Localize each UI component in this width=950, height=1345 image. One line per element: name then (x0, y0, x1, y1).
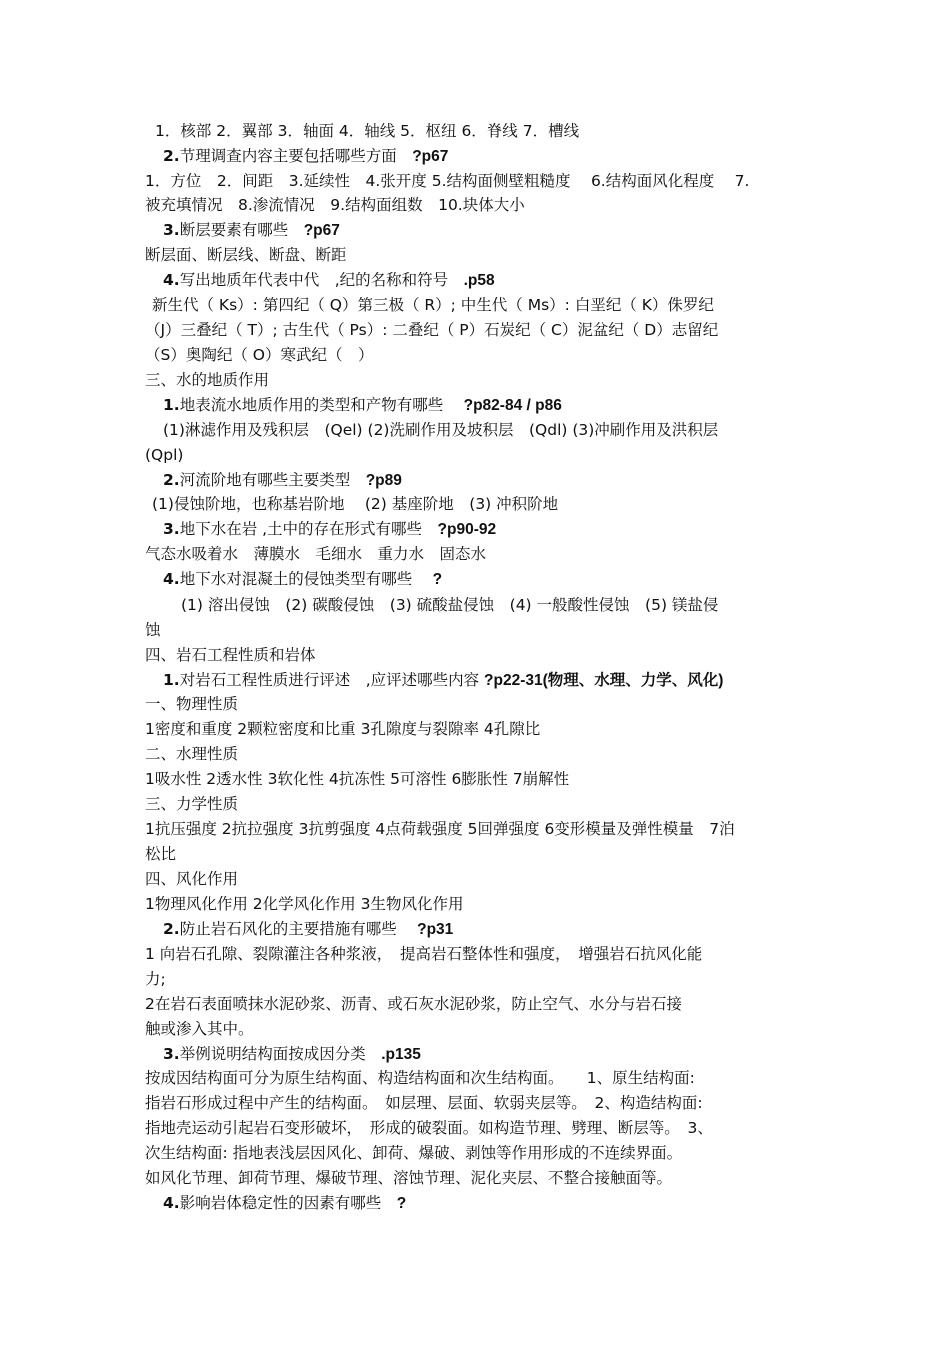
text-line: 1密度和重度 2颗粒密度和比重 3孔隙度与裂隙率 4孔隙比 (145, 720, 541, 738)
text-line: 新生代（ Ks）: 第四纪（ Q）第三极（ R）; 中生代（ Ms）: 白垩纪（ K）侏罗纪 (152, 296, 714, 314)
text-line: 1 向岩石孔隙、裂隙灌注各种浆液， 提高岩石整体性和强度， 增强岩石抗风化能 (145, 945, 703, 963)
text-line: （J）三叠纪（ T）; 古生代（ Ps）: 二叠纪（ P）石炭纪（ C）泥盆纪（ D）志留纪 (145, 321, 719, 339)
question-heading: 4.影响岩体稳定性的因素有哪些 ? (163, 1194, 407, 1212)
section-heading: 三、水的地质作用 (145, 371, 270, 389)
question-heading: 1.地表流水地质作用的类型和产物有哪些 ?p82-84 / p86 (163, 396, 562, 414)
text-line: 松比 (145, 845, 177, 863)
subsection-heading: 一、物理性质 (145, 695, 239, 713)
question-heading: 4.地下水对混凝土的侵蚀类型有哪些 ? (163, 570, 443, 588)
text-line: 1物理风化作用 2化学风化作用 3生物风化作用 (145, 895, 464, 913)
text-line: 1抗压强度 2抗拉强度 3抗剪强度 4点荷载强度 5回弹强度 6变形模量及弹性模量 7泊 (145, 820, 735, 838)
section-heading: 四、岩石工程性质和岩体 (145, 646, 316, 664)
text-line: (1)侵蚀阶地，也称基岩阶地 (2) 基座阶地 (3) 冲积阶地 (152, 495, 559, 513)
text-line: 气态水吸着水 薄膜水 毛细水 重力水 固态水 (145, 545, 487, 563)
question-heading: 2.节理调查内容主要包括哪些方面 ?p67 (163, 147, 449, 165)
text-line: 次生结构面: 指地表浅层因风化、卸荷、爆破、剥蚀等作用形成的不连续界面。 (145, 1144, 683, 1162)
text-line: (Qpl) (145, 446, 184, 464)
text-line: 2在岩石表面喷抹水泥砂浆、沥青、或石灰水泥砂浆，防止空气、水分与岩石接 (145, 995, 682, 1013)
text-line: 被充填情况 8.渗流情况 9.结构面组数 10.块体大小 (145, 196, 525, 214)
text-line: 1吸水性 2透水性 3软化性 4抗冻性 5可溶性 6膨胀性 7崩解性 (145, 770, 570, 788)
text-line: 力; (145, 970, 166, 988)
question-heading: 3.举例说明结构面按成因分类 .p135 (163, 1045, 421, 1063)
question-heading: 4.写出地质年代表中代 ,纪的名称和符号 .p58 (163, 271, 495, 289)
text-line: 断层面、断层线、断盘、断距 (145, 246, 347, 264)
text-line: (1) 溶出侵蚀 (2) 碳酸侵蚀 (3) 硫酸盐侵蚀 (4) 一般酸性侵蚀 (5) 镁盐侵 (181, 596, 719, 614)
text-line: 指地壳运动引起岩石变形破坏， 形成的破裂面。如构造节理、劈理、断层等。 3、 (145, 1119, 713, 1137)
question-heading: 3.地下水在岩 ,土中的存在形式有哪些 ?p90-92 (163, 520, 497, 538)
text-line: 按成因结构面可分为原生结构面、构造结构面和次生结构面。 1、原生结构面: (145, 1069, 695, 1087)
text-line: 如风化节理、卸荷节理、爆破节理、溶蚀节理、泥化夹层、不整合接触面等。 (145, 1169, 673, 1187)
question-heading: 3.断层要素有哪些 ?p67 (163, 221, 340, 239)
text-line: (1)淋滤作用及残积层 (Qel) (2)洗刷作用及坡积层 (Qdl) (3)冲刷作用及洪积层 (163, 421, 719, 439)
subsection-heading: 二、水理性质 (145, 745, 239, 763)
text-line: （S）奥陶纪（ O）寒武纪（ ） (145, 346, 374, 364)
question-heading: 1.对岩石工程性质进行评述 ,应评述哪些内容 ?p22-31(物理、水理、力学、风化) (163, 671, 724, 689)
text-line: 蚀 (145, 621, 161, 639)
text-line: 1．核部 2．翼部 3．轴面 4．轴线 5．枢纽 6．脊线 7．槽线 (155, 122, 580, 140)
question-heading: 2.河流阶地有哪些主要类型 ?p89 (163, 471, 402, 489)
text-line: 1．方位 2．间距 3.延续性 4.张开度 5.结构面侧壁粗糙度 6.结构面风化程度 7. (145, 172, 750, 190)
subsection-heading: 三、力学性质 (145, 795, 239, 813)
subsection-heading: 四、风化作用 (145, 870, 239, 888)
text-line: 指岩石形成过程中产生的结构面。 如层理、层面、软弱夹层等。 2、构造结构面: (145, 1094, 703, 1112)
question-heading: 2.防止岩石风化的主要措施有哪些 ?p31 (163, 920, 454, 938)
text-line: 触或渗入其中。 (145, 1020, 254, 1038)
